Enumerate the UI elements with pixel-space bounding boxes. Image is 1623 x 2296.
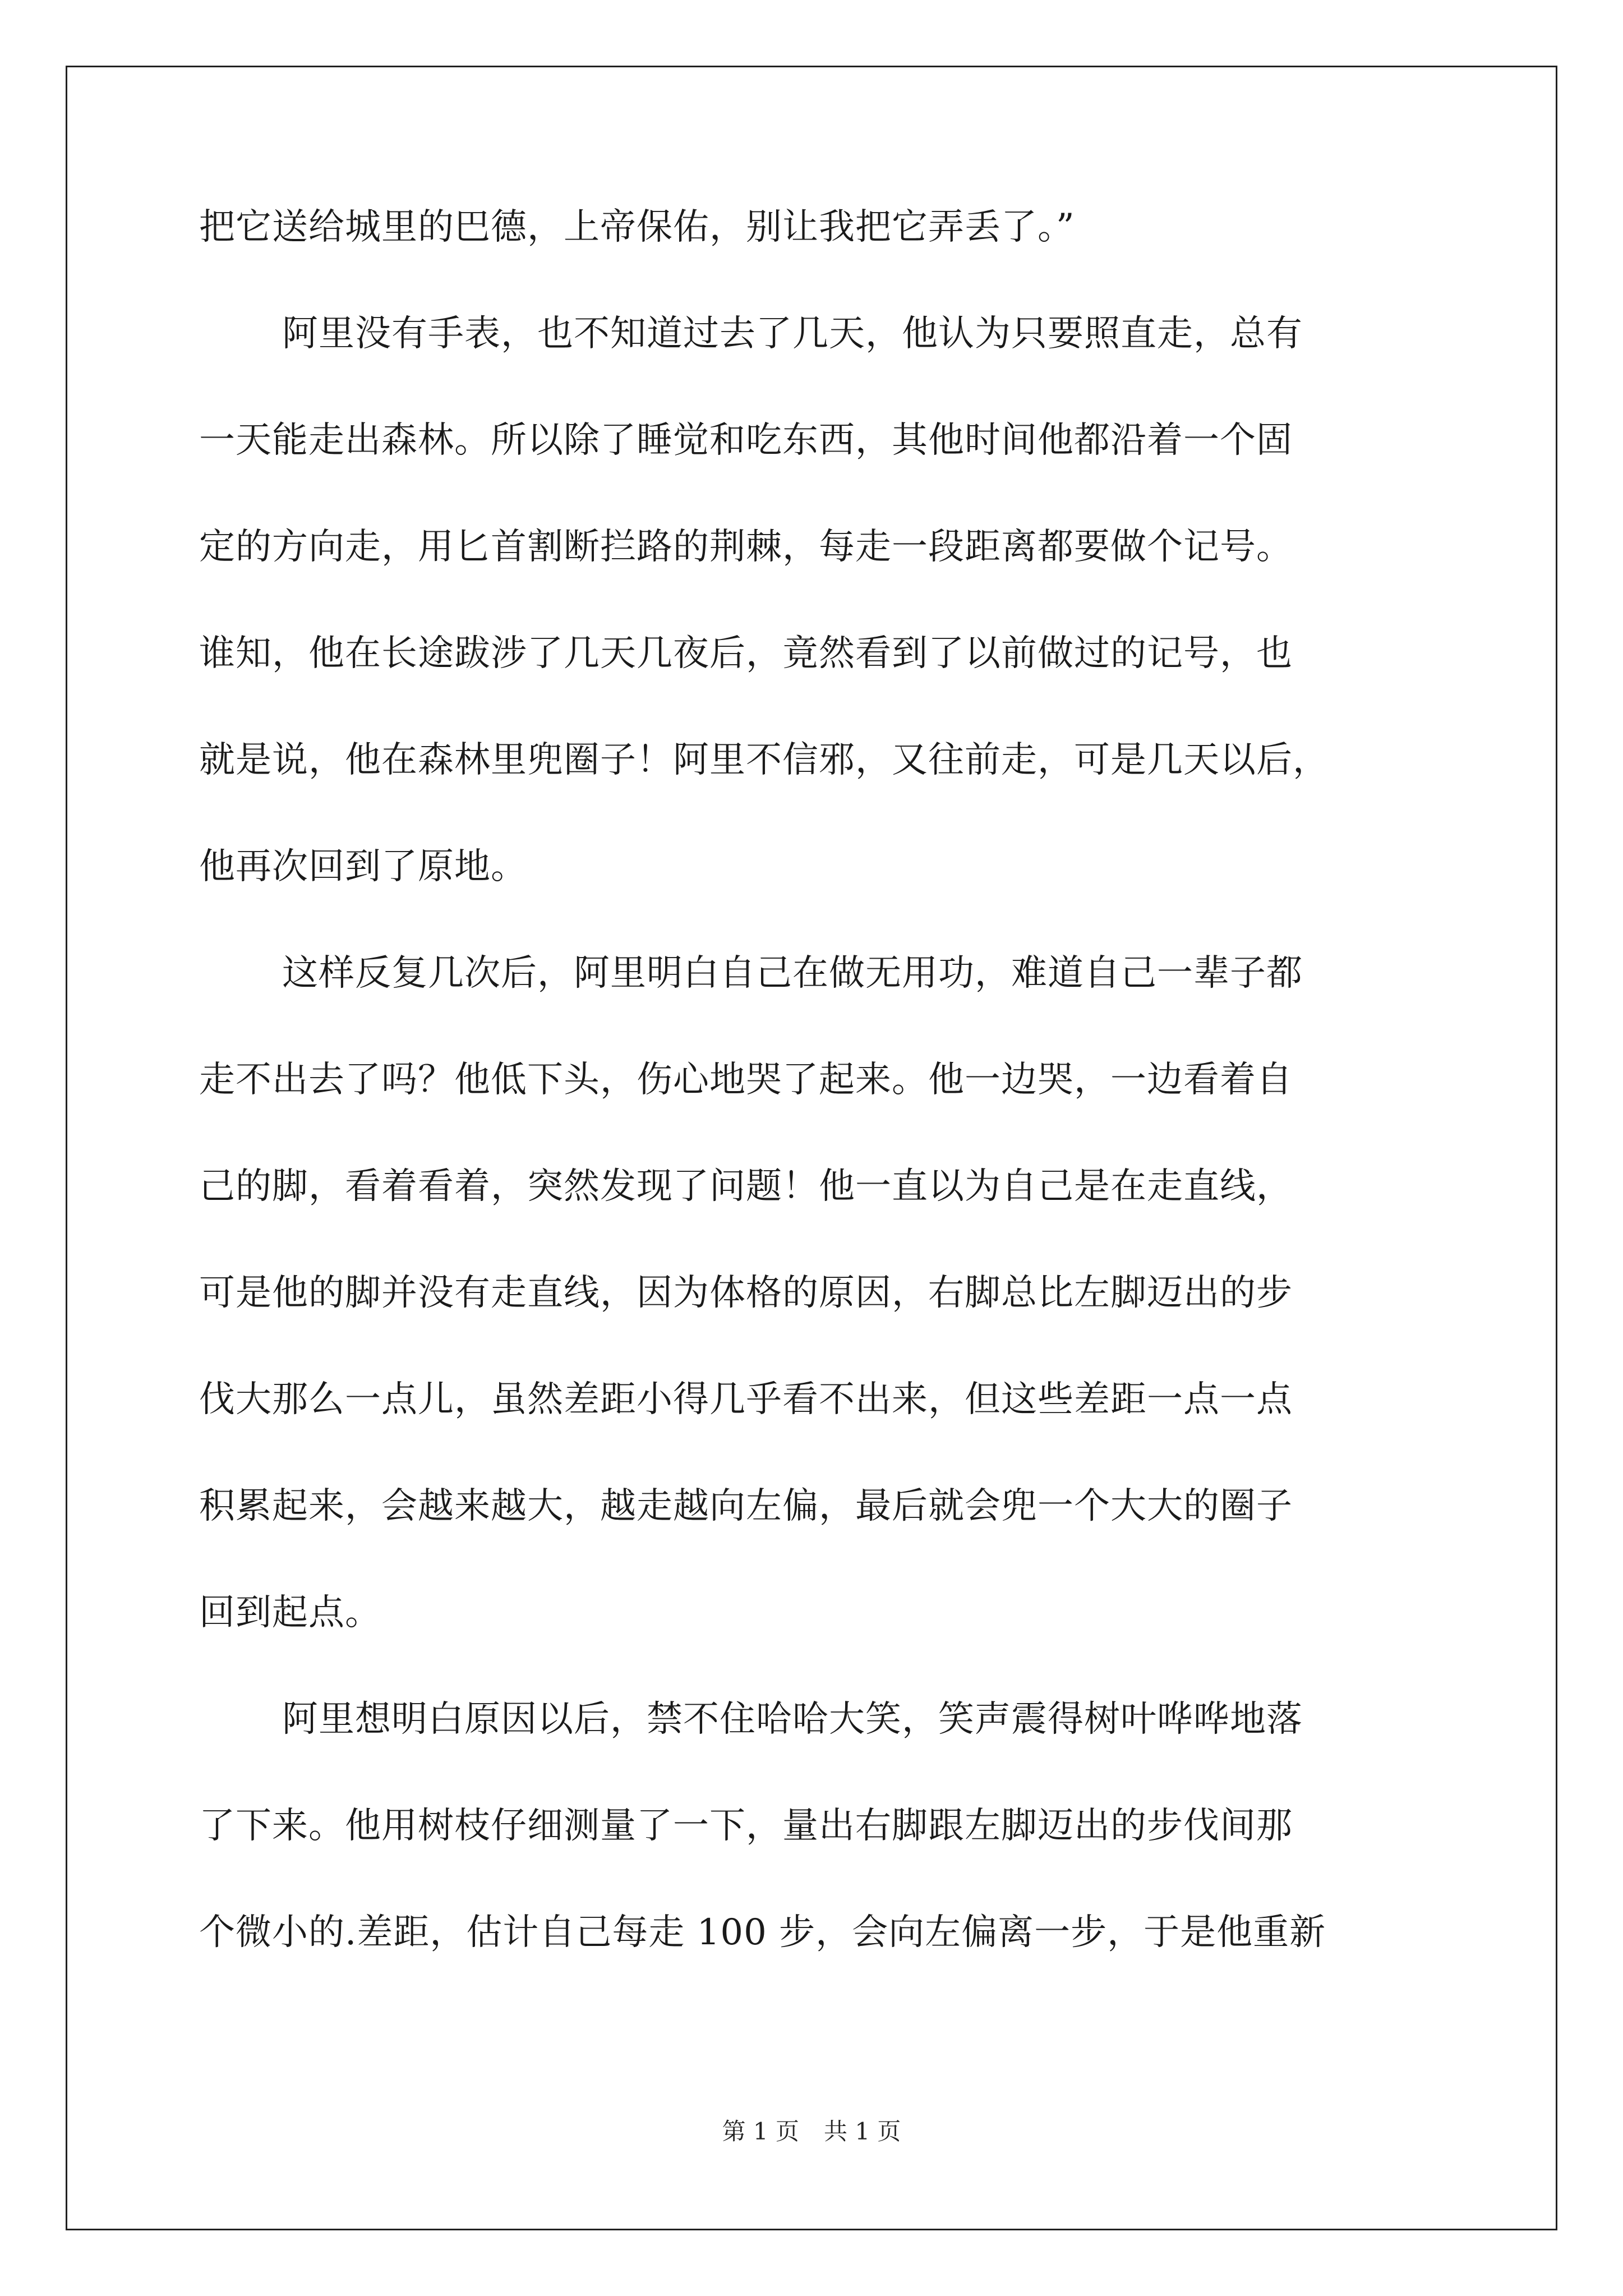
text-line: 把它送给城里的巴德，上帝保佑，别让我把它弄丢了。” xyxy=(199,206,1075,248)
text-line: 他再次回到了原地。 xyxy=(199,846,527,887)
text-line: 可是他的脚并没有走直线，因为体格的原因，右脚总比左脚迈出的步 xyxy=(199,1272,1293,1314)
paragraph-first-line: 这样反复几次后，阿里明白自己在做无用功，难道自己一辈子都 xyxy=(282,953,1303,994)
text-line: 定的方向走，用匕首割断拦路的荆棘，每走一段距离都要做个记号。 xyxy=(199,526,1293,568)
text-line: 一天能走出森林。所以除了睡觉和吃东西，其他时间他都沿着一个固 xyxy=(199,420,1293,461)
text-line: 走不出去了吗？他低下头，伤心地哭了起来。他一边哭，一边看着自 xyxy=(199,1059,1293,1101)
text-line: 了下来。他用树枝仔细测量了一下，量出右脚跟左脚迈出的步伐间那 xyxy=(199,1805,1293,1847)
paragraph-first-line: 阿里没有手表，也不知道过去了几天，他认为只要照直走，总有 xyxy=(282,313,1303,355)
text-line: 就是说，他在森林里兜圈子！阿里不信邪，又往前走，可是几天以后， xyxy=(199,739,1329,781)
paragraph-first-line: 阿里想明白原因以后，禁不住哈哈大笑，笑声震得树叶哗哗地落 xyxy=(282,1699,1303,1740)
text-line: 积累起来，会越来越大，越走越向左偏，最后就会兜一个大大的圈子 xyxy=(199,1485,1293,1527)
text-line: 谁知，他在长途跋涉了几天几夜后，竟然看到了以前做过的记号，也 xyxy=(199,633,1293,674)
text-line: 己的脚，看着看着，突然发现了问题！他一直以为自己是在走直线， xyxy=(199,1166,1293,1207)
text-line: 个微小的.差距，估计自己每走 100 步，会向左偏离一步，于是他重新 xyxy=(199,1912,1326,1953)
text-line: 伐大那么一点儿，虽然差距小得几乎看不出来，但这些差距一点一点 xyxy=(199,1379,1293,1420)
text-line: 回到起点。 xyxy=(199,1592,381,1634)
page-footer xyxy=(0,2115,1623,2148)
page-total: 共 1 页 xyxy=(824,2118,901,2145)
page-number: 第 1 页 xyxy=(722,2118,799,2145)
